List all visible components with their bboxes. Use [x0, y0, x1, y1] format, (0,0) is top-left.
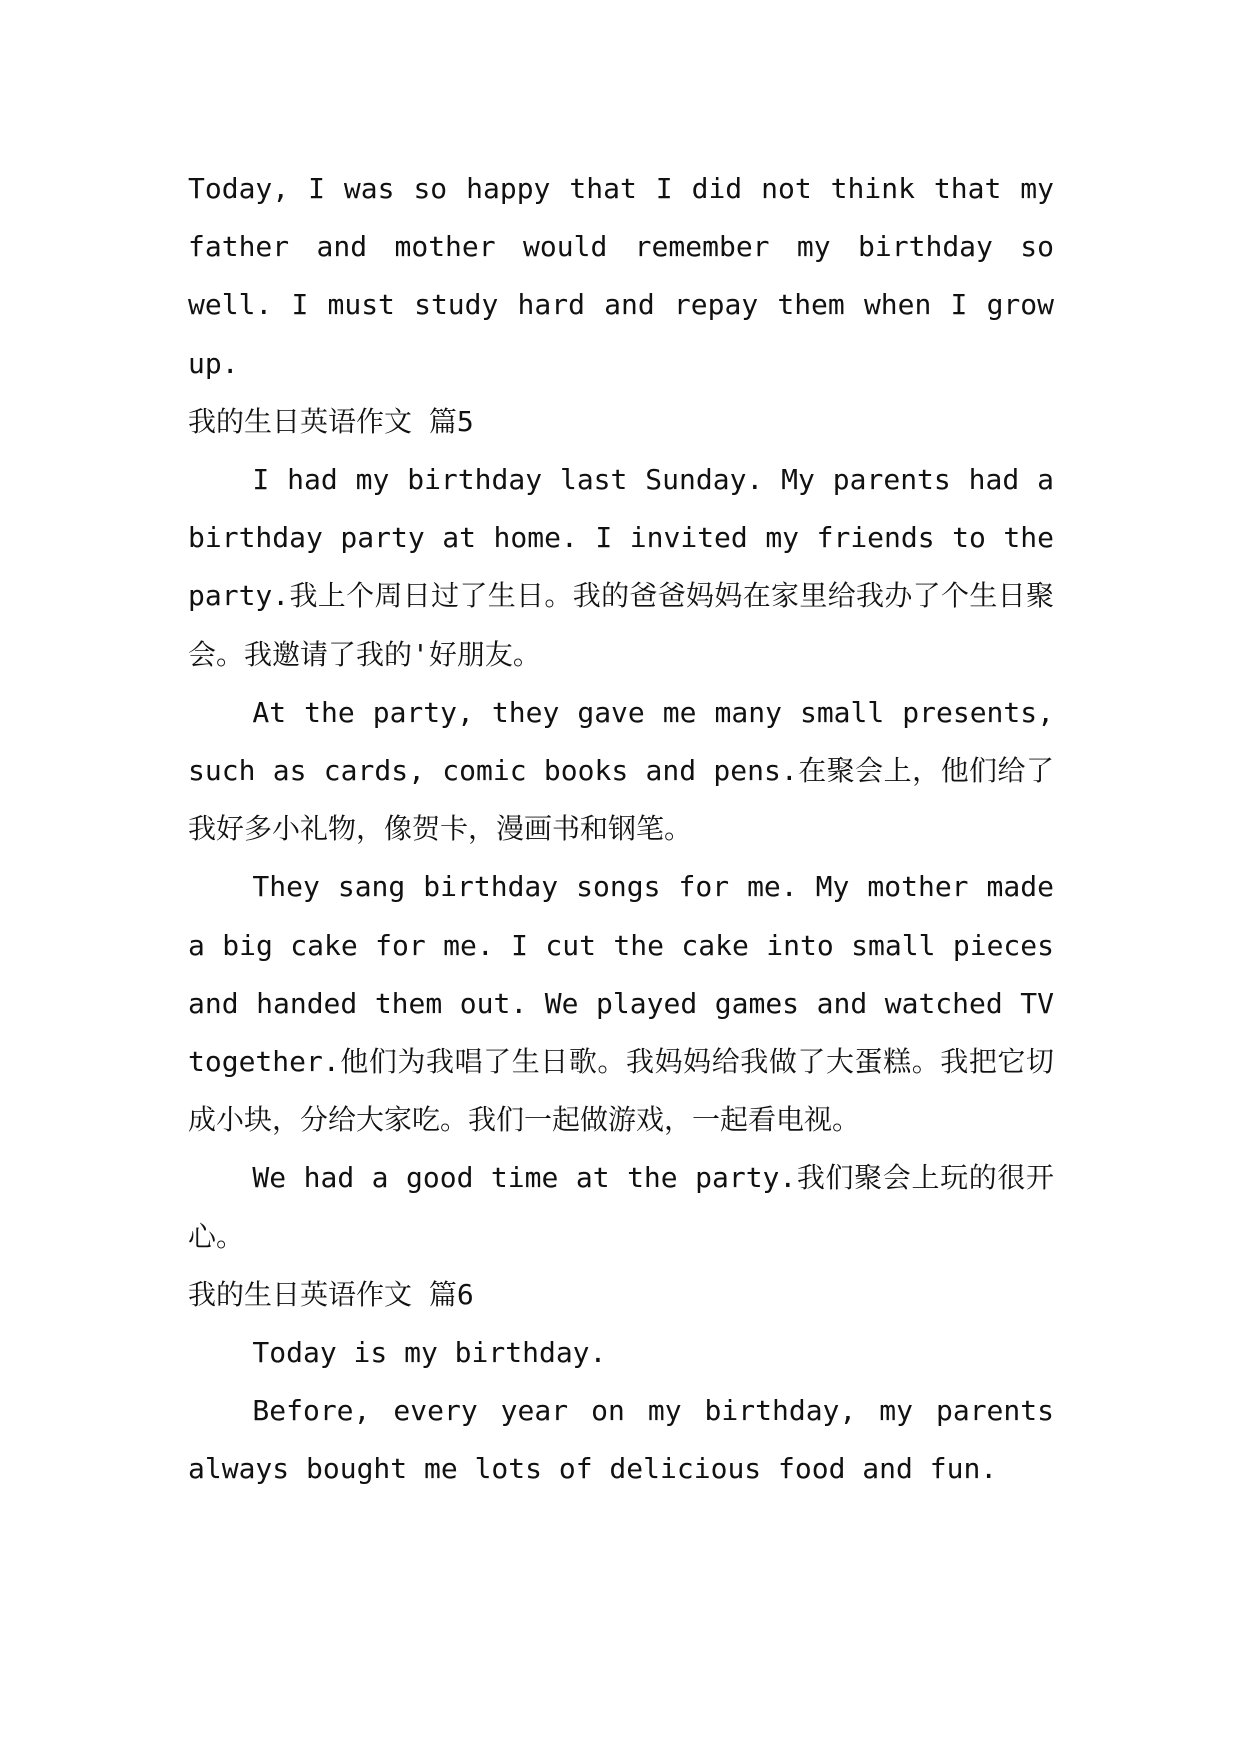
paragraph: At the party, they gave me many small presents, such as cards, comic books and pens.在聚会上，他们给了我好多小礼物，像贺卡，漫画书和钢笔。 [188, 695, 1054, 846]
paragraph: They sang birthday songs for me. My mother made a big cake for me. I cut the cake into small pieces and handed them out. We played games and watched TV together.他们为我唱了生日歌。我妈妈给我做了大蛋糕。我把它切成小块，分给大家吃。我们一起做游戏，一起看电视。 [188, 870, 1054, 1137]
section-heading: 我的生日英语作文 篇5 [188, 404, 474, 438]
document-page [188, 160, 1054, 1499]
paragraph: Today is my birthday. [252, 1336, 607, 1370]
section-heading: 我的生日英语作文 篇6 [188, 1277, 474, 1311]
paragraph: I had my birthday last Sunday. My parents had a birthday party at home. I invited my friends to the party.我上个周日过了生日。我的爸爸妈妈在家里给我办了个生日聚会。我邀请了我的'好朋友。 [188, 463, 1054, 671]
paragraph: We had a good time at the party.我们聚会上玩的很开心。 [188, 1161, 1054, 1253]
paragraph: Before, every year on my birthday, my parents always bought me lots of delicious food and fun. [188, 1394, 1054, 1486]
paragraph: Today, I was so happy that I did not think that my father and mother would remember my birthday so well. I must study hard and repay them when I grow up. [188, 172, 1054, 380]
